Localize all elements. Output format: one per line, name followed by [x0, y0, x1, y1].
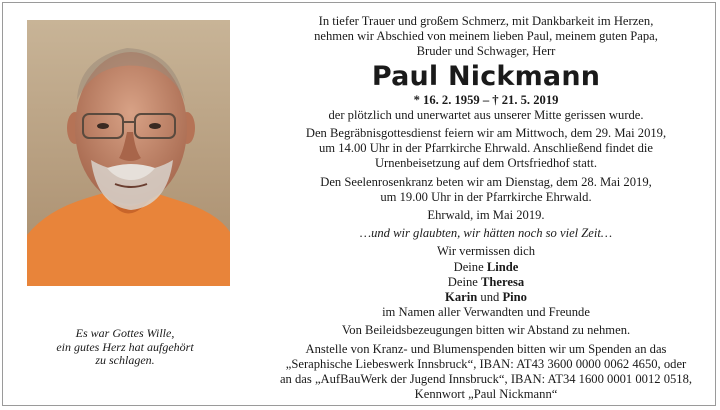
deine-word: Deine — [453, 259, 484, 274]
mourners-others: im Namen aller Verwandten und Freunde — [382, 305, 590, 320]
saying: …und wir glaubten, wir hätten noch so viel Zeit… — [359, 226, 613, 241]
donation-line: „Seraphische Liebeswerk Innsbruck“, IBAN: AT43 3600 0000 0062 4650, oder — [285, 356, 687, 371]
donation-line: Kennwort „Paul Nickmann“ — [414, 387, 558, 402]
condolence-note: Von Beileidsbezeugungen bitten wir Abstand zu nehmen. — [341, 323, 631, 338]
notice-text — [268, 14, 704, 402]
life-dates: * 16. 2. 1959 – † 21. 5. 2019 — [413, 92, 559, 107]
mourner-linde: Linde — [486, 259, 519, 274]
quote-line: ein gutes Herz hat aufgehört — [56, 339, 194, 354]
donation-line: Anstelle von Kranz- und Blumenspenden bitten wir um Spenden an das — [305, 341, 667, 356]
mourner-theresa: Theresa — [481, 274, 525, 289]
funeral-line: um 14.00 Uhr in der Pfarrkirche Ehrwald. Anschließend findet die — [319, 141, 653, 156]
portrait-photo — [27, 20, 230, 286]
funeral-line: Den Begräbnisgottesdienst feiern wir am Mittwoch, dem 29. Mai 2019, — [305, 126, 667, 141]
mourner-karin: Karin — [445, 290, 478, 305]
intro-line: In tiefer Trauer und großem Schmerz, mit Dankbarkeit im Herzen, — [318, 14, 654, 28]
funeral-line: Urnenbeisetzung auf dem Ortsfriedhof statt. — [374, 156, 598, 171]
donation-line: an das „AufBauWerk der Jugend Innsbruck“, IBAN: AT34 1600 0001 0012 0518, — [279, 372, 693, 387]
mourner-line — [268, 290, 704, 305]
intro-line: Bruder und Schwager, Herr — [416, 44, 556, 59]
rosary-line: um 19.00 Uhr in der Pfarrkirche Ehrwald. — [380, 189, 592, 204]
quote-line: Es war Gottes Wille, — [75, 326, 175, 340]
und-word: und — [480, 290, 500, 305]
mourner-pino: Pino — [502, 290, 527, 305]
mourners-intro: Wir vermissen dich — [436, 244, 536, 259]
rosary-line: Den Seelenrosenkranz beten wir am Dienstag, dem 28. Mai 2019, — [320, 174, 652, 189]
place-date: Ehrwald, im Mai 2019. — [427, 208, 545, 223]
intro-line: nehmen wir Abschied von meinem lieben Paul, meinem guten Papa, — [314, 29, 658, 44]
deine-word: Deine — [447, 274, 478, 289]
mourner-line — [268, 275, 704, 290]
quote-line: zu schlagen. — [95, 353, 155, 367]
deceased-name: Paul Nickmann — [371, 60, 601, 92]
portrait-illustration — [27, 20, 230, 286]
mourner-line — [268, 260, 704, 275]
quote-block — [30, 327, 220, 368]
death-note: der plötzlich und unerwartet aus unserer Mitte gerissen wurde. — [328, 107, 644, 122]
